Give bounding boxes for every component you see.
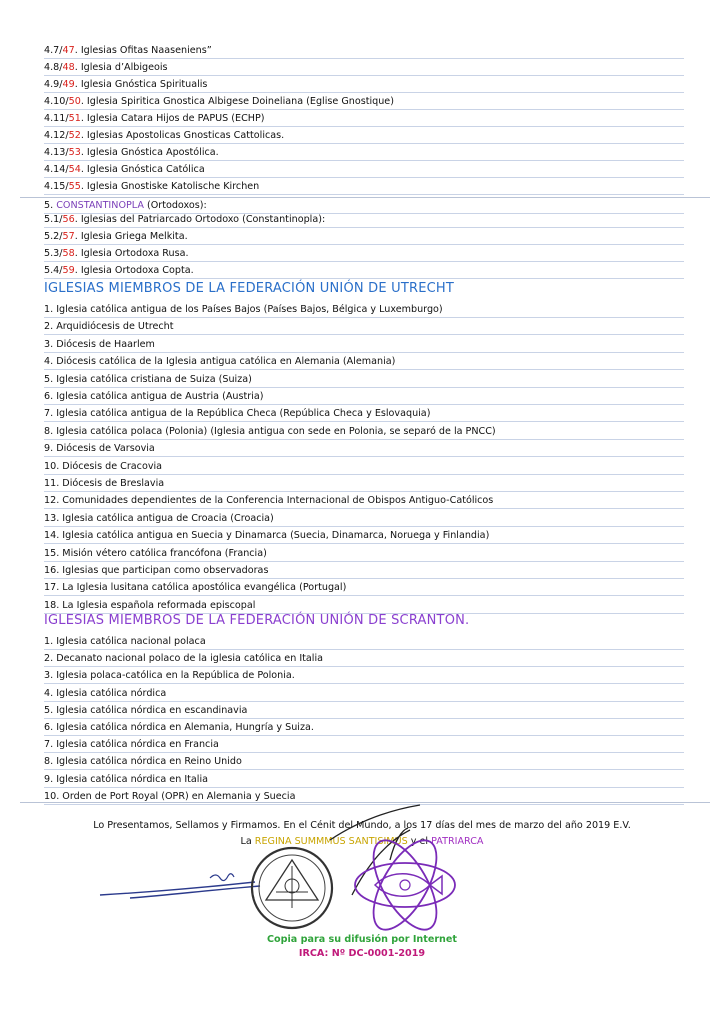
list-item: 5.4/59. Iglesia Ortodoxa Copta. [44, 262, 684, 279]
closing-statement: Lo Presentamos, Sellamos y Firmamos. En el Cénit del Mundo, a los 17 días del mes de marzo del año 2019 E.V. [93, 820, 631, 831]
list-item: 7. Iglesia católica nórdica en Francia [44, 736, 684, 753]
document-reference: IRCA: Nº DC-0001-2019 [298, 948, 426, 959]
item-number: 59 [62, 265, 75, 276]
list-item: 4.9/49. Iglesia Gnóstica Spiritualis [44, 76, 684, 93]
list-item: 1. Iglesia católica antigua de los Países Bajos (Países Bajos, Bélgica y Luxemburgo) [44, 301, 684, 318]
list-item: 5.2/57. Iglesia Griega Melkita. [44, 228, 684, 245]
list-item: 5.1/56. Iglesias del Patriarcado Ortodoxo (Constantinopla): [44, 211, 684, 228]
list-item: 4. Diócesis católica de la Iglesia antigua católica en Alemania (Alemania) [44, 353, 684, 370]
list-item: 12. Comunidades dependientes de la Conferencia Internacional de Obispos Antiguo-Católicos [44, 492, 684, 509]
list-item: 4.12/52. Iglesias Apostolicas Gnosticas Cattolicas. [44, 127, 684, 144]
left-signature [100, 882, 260, 898]
item-number: 51 [68, 113, 81, 124]
item-number: 57 [62, 231, 75, 242]
list-item: 10. Orden de Port Royal (OPR) en Alemania y Suecia [44, 788, 684, 805]
list-item: 2. Arquidiócesis de Utrecht [44, 318, 684, 335]
item-number: 49 [62, 79, 75, 90]
list-item: 4.8/48. Iglesia d’Albigeois [44, 59, 684, 76]
list-item: 3. Iglesia polaca-católica en la República de Polonia. [44, 667, 684, 684]
list-item: 13. Iglesia católica antigua de Croacia (Croacia) [44, 510, 684, 527]
list-item: 16. Iglesias que participan como observadoras [44, 562, 684, 579]
constantinopla-label: CONSTANTINOPLA [56, 200, 144, 211]
list-item: 4.11/51. Iglesia Catara Hijos de PAPUS (ECHP) [44, 110, 684, 127]
list-item: 15. Misión vétero católica francófona (Francia) [44, 545, 684, 562]
round-seal-icon [252, 848, 332, 928]
regina-label: REGINA SUMMMUS SANTISIMUS [254, 836, 408, 847]
item-number: 53 [68, 147, 81, 158]
utrecht-heading: IGLESIAS MIEMBROS DE LA FEDERACIÓN UNIÓN DE UTRECHT [44, 281, 455, 296]
item-number: 50 [68, 96, 81, 107]
item-number: 48 [62, 62, 75, 73]
list-item: 1. Iglesia católica nacional polaca [44, 633, 684, 650]
list-item: 6. Iglesia católica nórdica en Alemania, Hungría y Suiza. [44, 719, 684, 736]
item-number: 54 [68, 164, 81, 175]
list-item: 17. La Iglesia lusitana católica apostólica evangélica (Portugal) [44, 579, 684, 596]
list-item: 6. Iglesia católica antigua de Austria (Austria) [44, 388, 684, 405]
list-item: 4. Iglesia católica nórdica [44, 685, 684, 702]
scranton-heading: IGLESIAS MIEMBROS DE LA FEDERACIÓN UNIÓN DE SCRANTON. [44, 613, 470, 628]
signatories-line: La REGINA SUMMMUS SANTISIMUS y el PATRIARCA [240, 836, 484, 847]
signatures-and-seals [90, 800, 510, 935]
item-number: 52 [68, 130, 81, 141]
list-item: 5.3/58. Iglesia Ortodoxa Rusa. [44, 245, 684, 262]
item-number: 55 [68, 181, 81, 192]
section-5-header: 5. CONSTANTINOPLA (Ortodoxos): [44, 197, 684, 214]
list-item: 8. Iglesia católica polaca (Polonia) (Iglesia antigua con sede en Polonia, se separó de la PNCC) [44, 423, 684, 440]
item-number: 47 [62, 45, 75, 56]
list-item: 10. Diócesis de Cracovia [44, 458, 684, 475]
list-item: 5. Iglesia católica nórdica en escandinavia [44, 702, 684, 719]
list-item: 14. Iglesia católica antigua en Suecia y Dinamarca (Suecia, Dinamarca, Noruega y Finlandia) [44, 527, 684, 544]
list-item: 2. Decanato nacional polaco de la iglesia católica en Italia [44, 650, 684, 667]
list-item: 4.13/53. Iglesia Gnóstica Apostólica. [44, 144, 684, 161]
list-item: 4.7/47. Iglesias Ofitas Naaseniens” [44, 42, 684, 59]
list-item: 11. Diócesis de Breslavia [44, 475, 684, 492]
list-item: 7. Iglesia católica antigua de la República Checa (República Checa y Eslovaquia) [44, 405, 684, 422]
fish-star-seal-icon [355, 831, 455, 935]
list-item: 9. Iglesia católica nórdica en Italia [44, 771, 684, 788]
list-item: 5. Iglesia católica cristiana de Suiza (Suiza) [44, 371, 684, 388]
list-item: 4.15/55. Iglesia Gnostiske Katolische Kirchen [44, 178, 684, 195]
item-number: 58 [62, 248, 75, 259]
list-item: 18. La Iglesia española reformada episcopal [44, 597, 684, 614]
list-item: 9. Diócesis de Varsovia [44, 440, 684, 457]
item-number: 56 [62, 214, 75, 225]
list-item: 3. Diócesis de Haarlem [44, 336, 684, 353]
list-item: 4.10/50. Iglesia Spiritica Gnostica Albigese Doineliana (Eglise Gnostique) [44, 93, 684, 110]
patriarca-label: PATRIARCA [431, 836, 484, 847]
list-item: 8. Iglesia católica nórdica en Reino Unido [44, 753, 684, 770]
list-item: 4.14/54. Iglesia Gnóstica Católica [44, 161, 684, 178]
copy-note: Copia para su difusión por Internet [267, 934, 457, 945]
